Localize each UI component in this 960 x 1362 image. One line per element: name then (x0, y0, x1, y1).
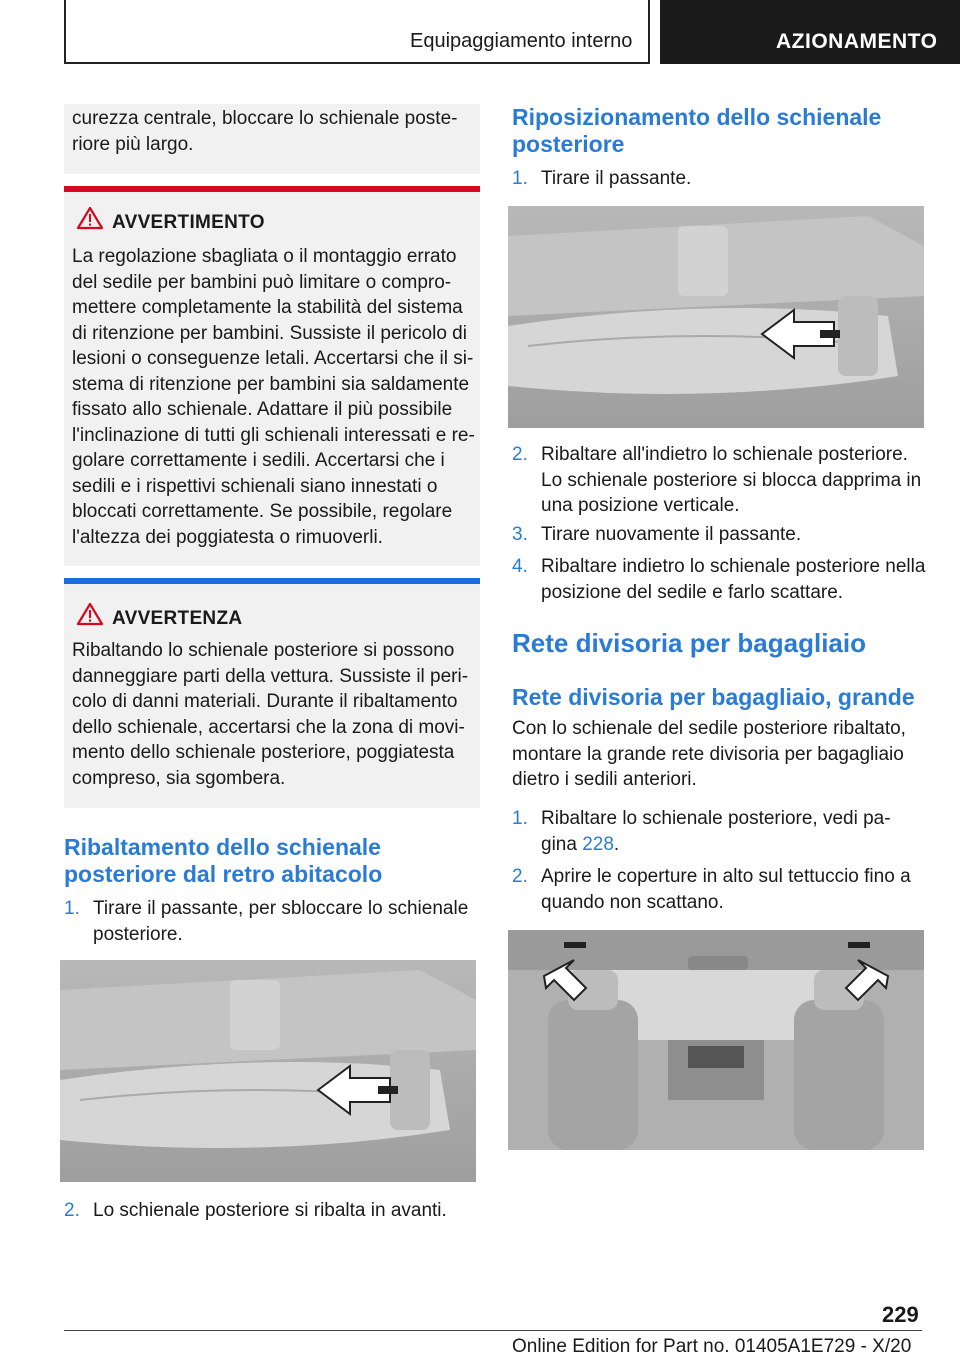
right-step-2 (512, 442, 932, 520)
step-text (93, 1198, 447, 1224)
subsection-title: Rete divisoria per bagagliaio, grande (512, 684, 915, 710)
roof-covers-illustration (508, 930, 924, 1150)
warning-line: golare correttamente i sedili. Accertarsi che i (72, 450, 445, 471)
step-text (93, 896, 468, 947)
step-line: quando non scattano. (541, 891, 724, 913)
section-title: Rete divisoria per bagagliaio (512, 628, 866, 658)
para-line: montare la grande rete divisoria per bagagliaio (512, 743, 904, 765)
warning-line: l'altezza dei poggiatesta o rimuoverli. (72, 526, 383, 548)
warning-triangle-icon (76, 206, 104, 230)
header-section-title: Equipaggiamento interno (410, 30, 633, 52)
warning-line: l'inclinazione di tutti gli schienali interessati e re- (72, 424, 475, 446)
net-paragraph (512, 716, 932, 793)
header-chapter-tab: AZIONAMENTO (660, 0, 960, 64)
step-line: Tirare nuovamente il passante. (541, 524, 802, 545)
warning-line: bloccati correttamente. Se possibile, regolare (72, 501, 453, 522)
warning-line: mettere completamente la stabilità del sistema (72, 297, 463, 318)
left-section-heading (64, 834, 480, 888)
step-text (541, 864, 911, 915)
step-line: Lo schienale posteriore si blocca dapprima in (541, 469, 922, 491)
notice-line: colo di danni materiali. Durante il ribaltamento (72, 691, 458, 712)
right-step-4 (512, 554, 932, 606)
heading-line: Ribaltamento dello schienale (64, 834, 381, 860)
step-line: Lo schienale posteriore si ribalta in avanti. (93, 1200, 447, 1221)
notice-line: Ribaltando lo schienale posteriore si possono (72, 640, 455, 661)
step-text (541, 522, 801, 548)
right-step-1 (512, 166, 932, 192)
warning-line: del sedile per bambini può limitare o compro- (72, 271, 452, 293)
step-line: Tirare il passante. (541, 168, 692, 189)
step-line: Aprire le coperture in alto sul tettuccio fino a (541, 866, 911, 887)
para-line: Con lo schienale del sedile posteriore ribaltato, (512, 718, 906, 739)
left-step-2 (64, 1198, 480, 1224)
footer-divider (64, 1330, 922, 1331)
step-line: Tirare il passante, per sbloccare lo schienale (93, 898, 469, 919)
right-section-heading (512, 104, 932, 158)
page-link[interactable]: 228 (582, 833, 614, 855)
step-line: Ribaltare indietro lo schienale posteriore nella (541, 556, 926, 577)
para-line: dietro i sedili anteriori. (512, 769, 697, 790)
seat-strap-illustration (508, 206, 924, 428)
warning-title: AVVERTIMENTO (112, 212, 265, 233)
heading-line: Riposizionamento dello schienale (512, 104, 882, 130)
intro-text (72, 106, 472, 157)
heading-line: posteriore (512, 131, 625, 157)
step-text (541, 442, 921, 519)
step-number: 4. (512, 556, 528, 577)
step-number: 2. (64, 1200, 80, 1221)
step-line (541, 832, 891, 858)
net-step-1 (512, 806, 932, 858)
notice-line: compreso, sia sgombera. (72, 767, 286, 789)
step-line: una posizione verticale. (541, 495, 740, 516)
warning-line: fissato allo schienale. Adattare il più possibile (72, 399, 453, 420)
warning-line: stema di ritenzione per bambini sia saldamente (72, 373, 470, 395)
intro-line: riore più largo. (72, 133, 194, 155)
net-step-2 (512, 864, 932, 916)
seat-unlock-illustration (60, 960, 476, 1182)
step-number: 3. (512, 524, 528, 545)
notice-line: mento dello schienale posteriore, poggiatesta (72, 742, 455, 763)
notice-title: AVVERTENZA (112, 608, 243, 629)
notice-line: danneggiare parti della vettura. Sussiste il peri- (72, 665, 469, 687)
step-text (541, 166, 691, 192)
left-step-1 (64, 896, 480, 948)
notice-text (72, 638, 476, 791)
warning-line: sedili e i rispettivi schienali siano innestati o (72, 475, 438, 497)
warning-line: lesioni o conseguenze letali. Accertarsi che il si- (72, 348, 474, 369)
step-line: posteriore. (93, 923, 183, 945)
step-number: 2. (512, 866, 528, 887)
step-number: 2. (512, 444, 528, 465)
heading-line: posteriore dal retro abitacolo (64, 861, 383, 887)
right-step-3 (512, 522, 932, 548)
step-number: 1. (512, 808, 528, 829)
step-line-text: . (613, 833, 620, 855)
step-number: 1. (512, 168, 528, 189)
step-line: Ribaltare lo schienale posteriore, vedi pa- (541, 808, 891, 829)
step-line-text: gina (541, 833, 583, 855)
page-number: 229 (882, 1302, 919, 1327)
step-text (541, 554, 925, 605)
warning-text (72, 244, 476, 550)
step-line: posizione del sedile e farlo scattare. (541, 581, 844, 603)
intro-line: curezza centrale, bloccare lo schienale poste- (72, 108, 458, 129)
step-line: Ribaltare all'indietro lo schienale posteriore. (541, 444, 908, 465)
warning-line: La regolazione sbagliata o il montaggio errato (72, 246, 457, 267)
step-number: 1. (64, 898, 80, 919)
step-text (541, 806, 891, 857)
notice-triangle-icon (76, 602, 104, 626)
footer-edition: Online Edition for Part no. 01405A1E729 - X/20 (512, 1336, 912, 1357)
warning-line: di ritenzione per bambini. Sussiste il pericolo di (72, 322, 467, 344)
notice-line: dello schienale, accertarsi che la zona di movi- (72, 716, 465, 738)
